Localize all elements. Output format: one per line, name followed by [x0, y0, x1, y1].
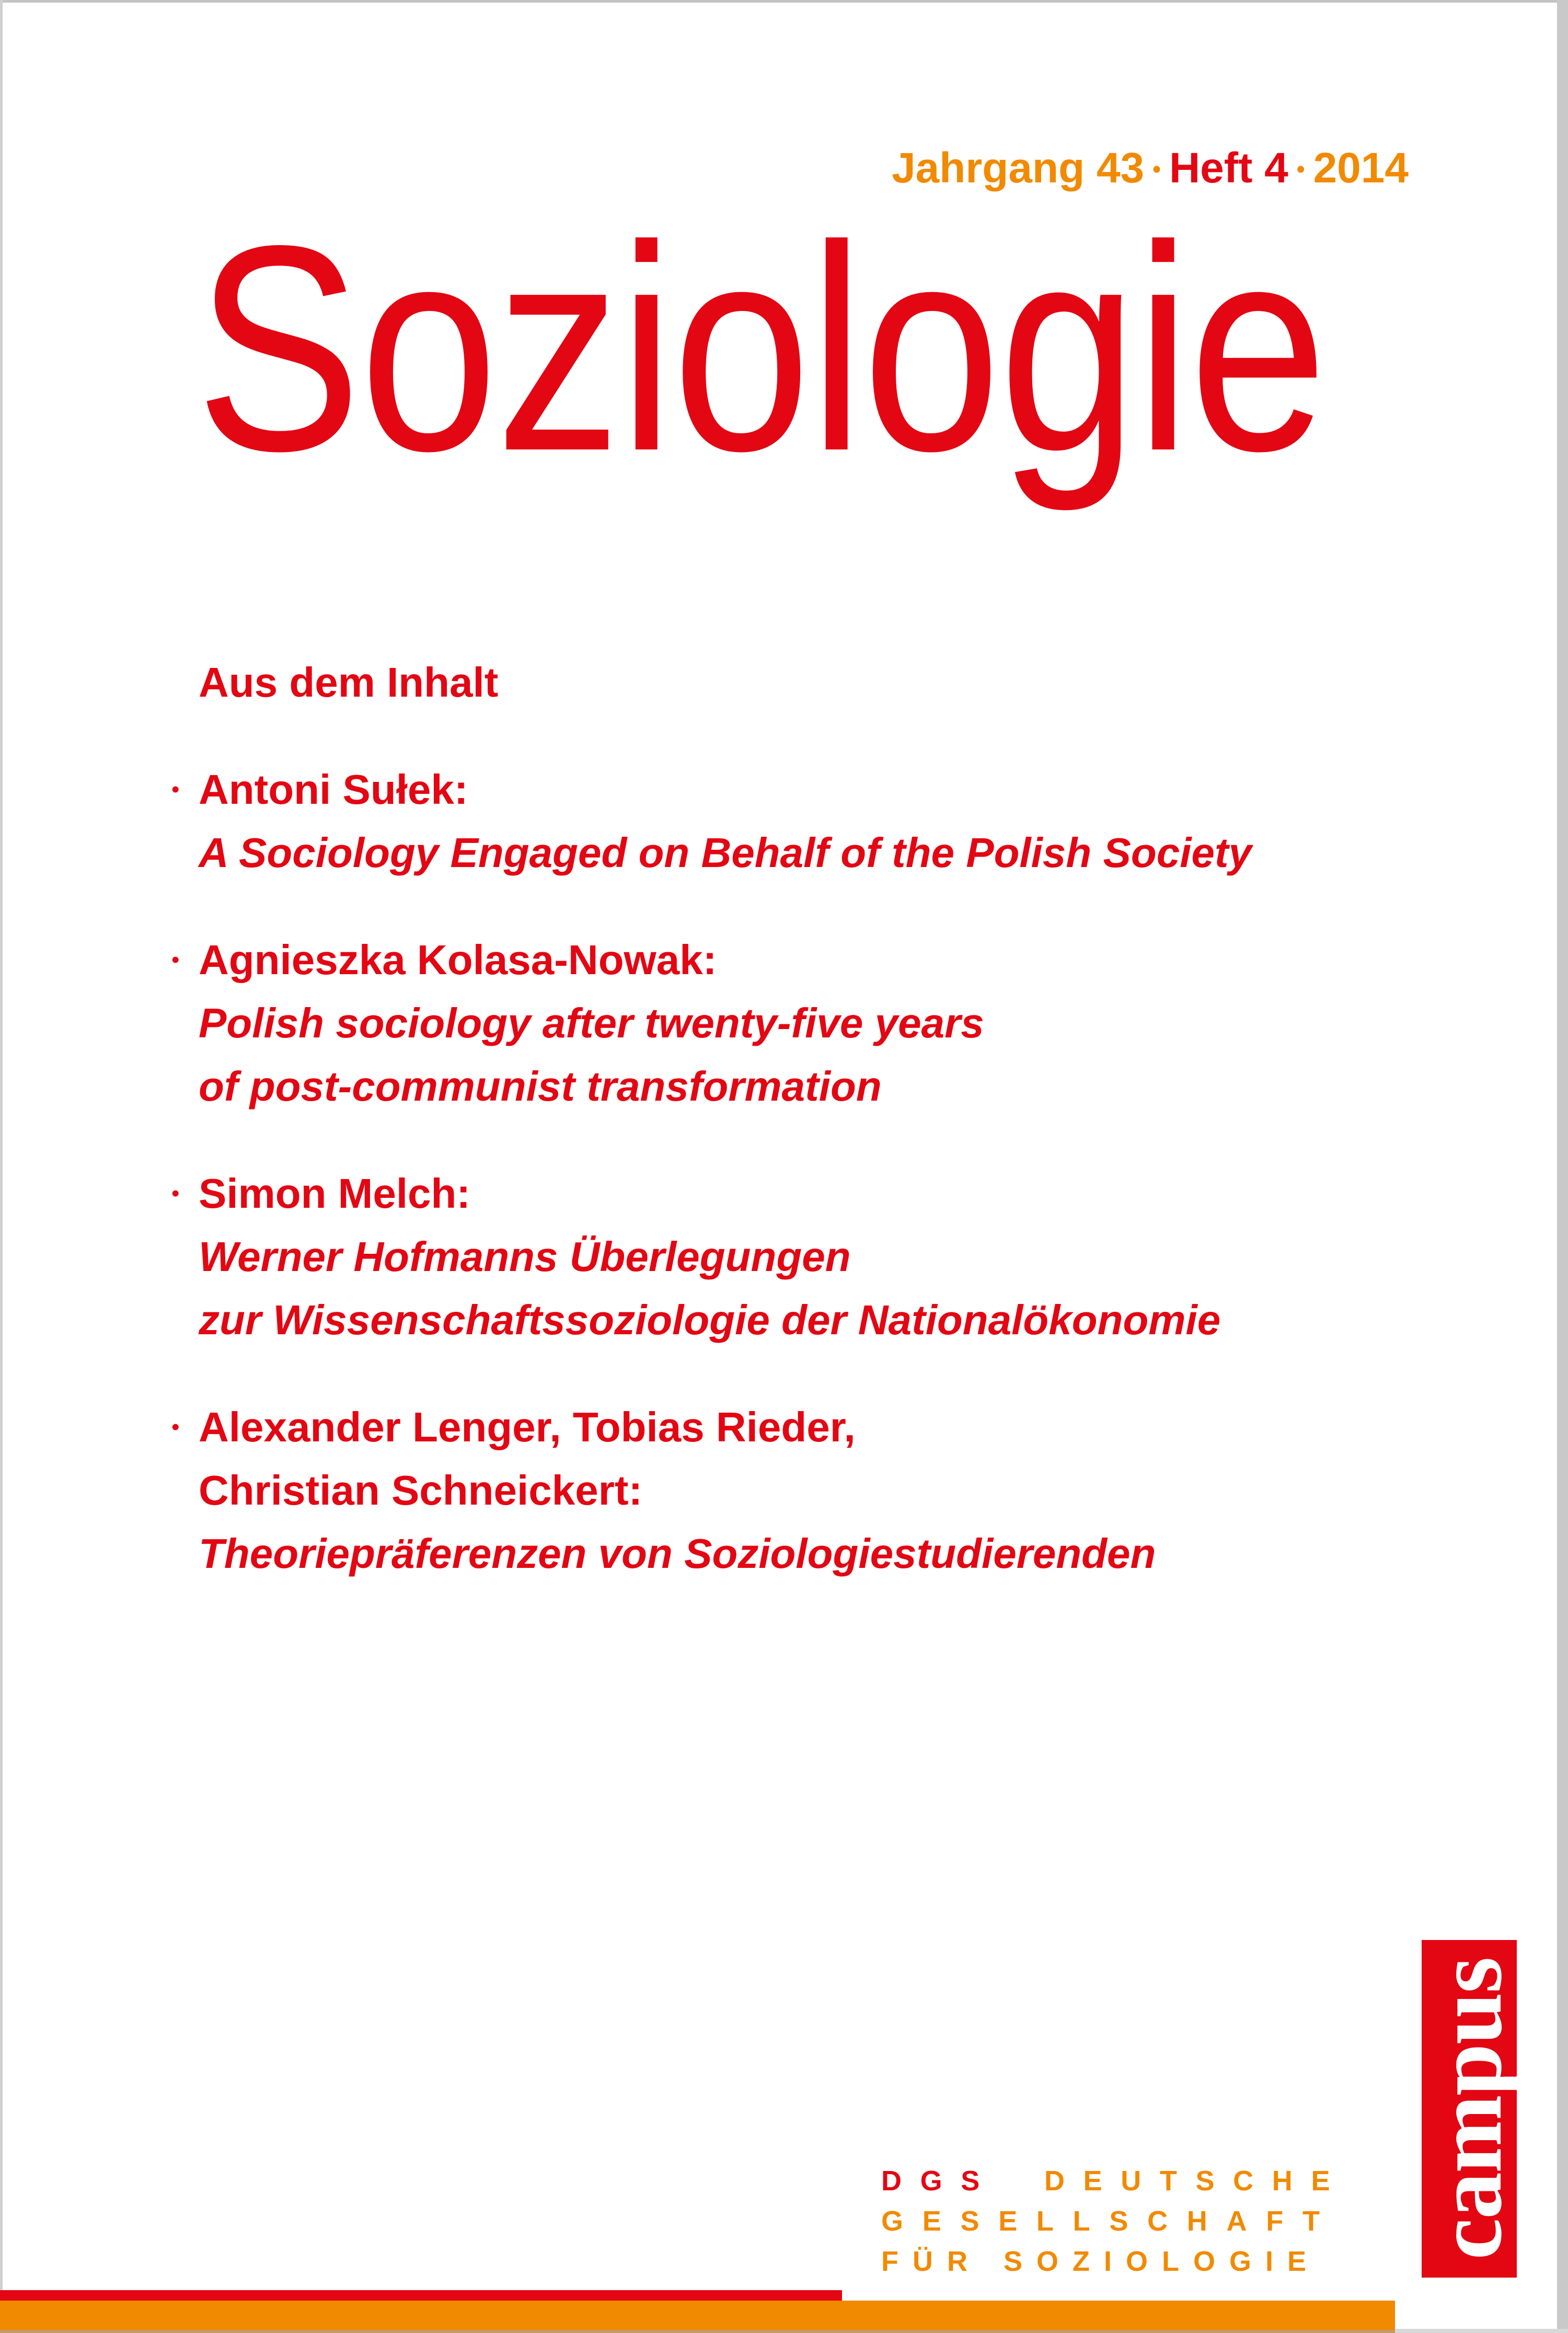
scan-edge-bottom-right: [1395, 2329, 1568, 2333]
toc-heading: Aus dem Inhalt: [199, 659, 499, 706]
society-name-line: DEUTSCHE: [1044, 2165, 1349, 2197]
year-label: 2014: [1313, 144, 1409, 192]
article-title-line: A Sociology Engaged on Behalf of the Polish Society: [199, 829, 1252, 876]
society-line: [881, 2161, 1348, 2201]
article-title-line: zur Wissenschaftssoziologie der Nationalökonomie: [199, 1297, 1221, 1343]
author-line: Simon Melch:: [199, 1170, 471, 1217]
article-title-line: Werner Hofmanns Überlegungen: [199, 1233, 851, 1280]
volume-label: Jahrgang 43: [892, 144, 1145, 192]
table-of-contents: [171, 651, 1252, 1585]
article-title-line: of post-communist transformation: [199, 1063, 882, 1110]
toc-entry: [171, 1162, 1252, 1352]
society-block: [881, 2161, 1348, 2282]
author-line: Christian Schneickert:: [199, 1467, 643, 1514]
campus-logo-text: campus: [1417, 1957, 1521, 2260]
dgs-abbr: DGS: [881, 2165, 998, 2197]
scan-edge-bottom: [0, 2330, 1395, 2333]
scan-edge-top: [0, 0, 1568, 3]
author-line: Antoni Sułek:: [199, 766, 468, 813]
society-name-line: GESELLSCHAFT: [881, 2205, 1339, 2237]
journal-title: Soziologie: [195, 184, 1326, 512]
toc-entry: [171, 928, 1252, 1118]
article-title-line: Polish sociology after twenty-five years: [199, 1000, 984, 1046]
bullet-icon: •: [171, 1181, 180, 1206]
scan-edge-left: [0, 0, 3, 2333]
scan-edge-right: [1557, 0, 1568, 2333]
campus-logo: [1417, 1940, 1521, 2278]
bullet-icon: •: [171, 947, 180, 973]
bullet-icon: •: [171, 1414, 180, 1440]
society-name-line: FÜR SOZIOLOGIE: [881, 2246, 1321, 2277]
bottom-red-stripe: [0, 2290, 842, 2301]
bottom-orange-bar: [0, 2301, 1395, 2330]
issue-label: Heft 4: [1169, 144, 1288, 192]
separator-dot: •: [1296, 156, 1305, 182]
separator-dot: •: [1152, 156, 1161, 182]
bullet-icon: •: [171, 777, 180, 802]
author-line: Alexander Lenger, Tobias Rieder,: [199, 1404, 856, 1450]
toc-entry: [171, 758, 1252, 884]
article-title-line: Theoriepräferenzen von Soziologiestudierenden: [199, 1530, 1156, 1577]
author-line: Agnieszka Kolasa-Nowak:: [199, 937, 717, 983]
toc-entry: [171, 1395, 1252, 1585]
